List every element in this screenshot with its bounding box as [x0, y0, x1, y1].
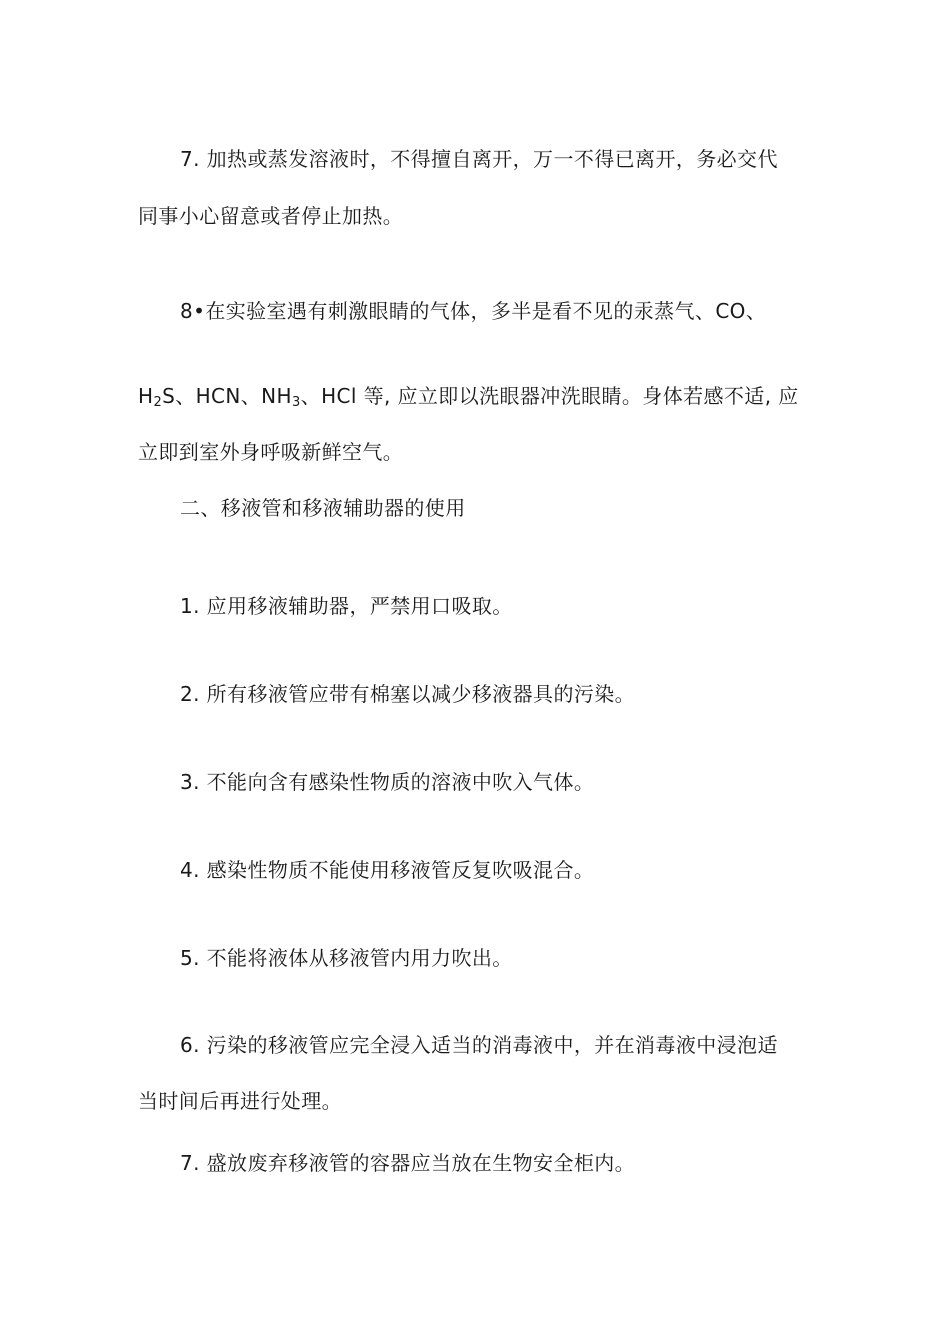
paragraph-7-line-2: 同事小心留意或者停止加热。 [138, 204, 404, 228]
formula-subscript-3: 3 [292, 395, 301, 410]
item-4: 4. 感染性物质不能使用移液管反复吹吸混合。 [180, 858, 595, 882]
paragraph-7-line-1: 7. 加热或蒸发溶液时，不得擅自离开，万一不得已离开，务必交代 [180, 147, 778, 171]
item-6-line-1: 6. 污染的移液管应完全浸入适当的消毒液中，并在消毒液中浸泡适 [180, 1033, 778, 1057]
formula-h: H [138, 384, 154, 408]
item-5: 5. 不能将液体从移液管内用力吹出。 [180, 946, 513, 970]
paragraph-8-line-1: 8•在实验室遇有刺激眼睛的气体，多半是看不见的汞蒸气、CO、 [180, 299, 767, 323]
item-1: 1. 应用移液辅助器，严禁用口吸取。 [180, 594, 513, 618]
paragraph-8-line-2 [138, 382, 799, 410]
item-7: 7. 盛放废弃移液管的容器应当放在生物安全柜内。 [180, 1151, 636, 1175]
section-2-heading: 二、移液管和移液辅助器的使用 [180, 496, 466, 520]
formula-subscript-2: 2 [153, 395, 163, 410]
formula-mid: S、HCN、NH [162, 384, 292, 408]
paragraph-8-line-3: 立即到室外身呼吸新鲜空气。 [138, 440, 404, 464]
item-6-line-2: 当时间后再进行处理。 [138, 1089, 342, 1113]
item-2: 2. 所有移液管应带有棉塞以减少移液器具的污染。 [180, 682, 636, 706]
paragraph-8-line-2-rest: 、HCl 等, 应立即以洗眼器冲洗眼睛。身体若感不适, 应 [300, 384, 799, 408]
item-3: 3. 不能向含有感染性物质的溶液中吹入气体。 [180, 770, 595, 794]
